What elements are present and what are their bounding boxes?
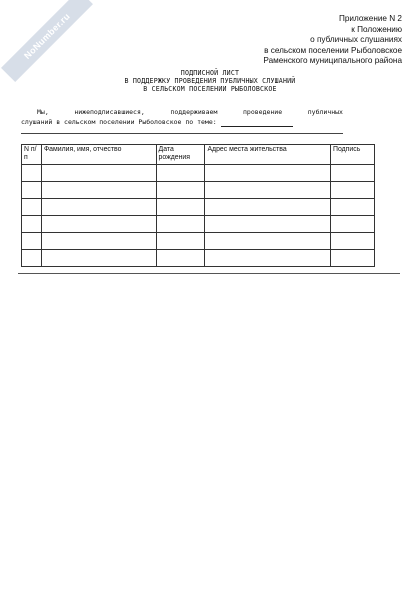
- cell-full-name[interactable]: [41, 250, 156, 267]
- cell-birth-date[interactable]: [156, 165, 205, 182]
- topic-continuation-line: [21, 133, 343, 134]
- table-row: [22, 233, 375, 250]
- cell-number[interactable]: [22, 199, 42, 216]
- intro-word: поддерживаем: [170, 108, 218, 116]
- cell-number[interactable]: [22, 250, 42, 267]
- appendix-line: Приложение N 2: [338, 14, 402, 23]
- intro-paragraph: [21, 107, 343, 127]
- cell-signature[interactable]: [331, 216, 375, 233]
- intro-word: проведение: [243, 108, 283, 116]
- document-title: [0, 69, 420, 94]
- cell-signature[interactable]: [331, 233, 375, 250]
- cell-birth-date[interactable]: [156, 233, 205, 250]
- cell-address[interactable]: [205, 216, 331, 233]
- column-header-signature: Подпись: [331, 145, 375, 165]
- cell-address[interactable]: [205, 199, 331, 216]
- intro-word: публичных: [307, 108, 343, 116]
- cell-number[interactable]: [22, 216, 42, 233]
- appendix-line: в сельском поселении Рыболовское: [264, 45, 402, 55]
- watermark-text: NoNumber.ru: [22, 11, 72, 61]
- appendix-line: о публичных слушаниях: [310, 35, 402, 45]
- cell-full-name[interactable]: [41, 216, 156, 233]
- column-header-number: N п/п: [22, 145, 42, 165]
- appendix-header: [263, 14, 402, 67]
- table-row: [22, 182, 375, 199]
- cell-birth-date[interactable]: [156, 216, 205, 233]
- table-row: [22, 199, 375, 216]
- table-row: [22, 165, 375, 182]
- title-line: ПОДПИСНОЙ ЛИСТ: [180, 69, 240, 77]
- table-row: [22, 216, 375, 233]
- bottom-divider: [18, 273, 400, 274]
- column-header-address: Адрес места жительства: [205, 145, 331, 165]
- intro-word: нижеподписавшиеся,: [74, 108, 145, 116]
- appendix-line: Раменского муниципального района: [263, 56, 402, 66]
- cell-signature[interactable]: [331, 250, 375, 267]
- cell-address[interactable]: [205, 233, 331, 250]
- title-line: В СЕЛЬСКОМ ПОСЕЛЕНИИ РЫБОЛОВСКОЕ: [143, 85, 277, 94]
- column-header-birth-date: Дата рождения: [156, 145, 205, 165]
- appendix-line: к Положению: [351, 24, 402, 34]
- cell-signature[interactable]: [331, 182, 375, 199]
- topic-blank-line: [221, 119, 293, 127]
- table-body: [22, 165, 375, 267]
- cell-number[interactable]: [22, 233, 42, 250]
- table-row: [22, 250, 375, 267]
- title-line: В ПОДДЕРЖКУ ПРОВЕДЕНИЯ ПУБЛИЧНЫХ СЛУШАНИЙ: [124, 77, 296, 86]
- cell-address[interactable]: [205, 182, 331, 199]
- intro-word: Мы,: [37, 108, 49, 116]
- cell-address[interactable]: [205, 165, 331, 182]
- cell-birth-date[interactable]: [156, 199, 205, 216]
- cell-number[interactable]: [22, 182, 42, 199]
- cell-signature[interactable]: [331, 199, 375, 216]
- intro-line-1: [21, 107, 343, 117]
- cell-full-name[interactable]: [41, 182, 156, 199]
- table-header-row: [22, 145, 375, 165]
- intro-line-2: [21, 117, 343, 127]
- column-header-full-name: Фамилия, имя, отчество: [41, 145, 156, 165]
- cell-full-name[interactable]: [41, 199, 156, 216]
- cell-signature[interactable]: [331, 165, 375, 182]
- cell-full-name[interactable]: [41, 165, 156, 182]
- cell-birth-date[interactable]: [156, 250, 205, 267]
- cell-address[interactable]: [205, 250, 331, 267]
- cell-birth-date[interactable]: [156, 182, 205, 199]
- cell-number[interactable]: [22, 165, 42, 182]
- signature-table: [21, 144, 375, 267]
- intro-text: слушаний в сельском поселении Рыболовское по теме:: [21, 118, 217, 126]
- cell-full-name[interactable]: [41, 233, 156, 250]
